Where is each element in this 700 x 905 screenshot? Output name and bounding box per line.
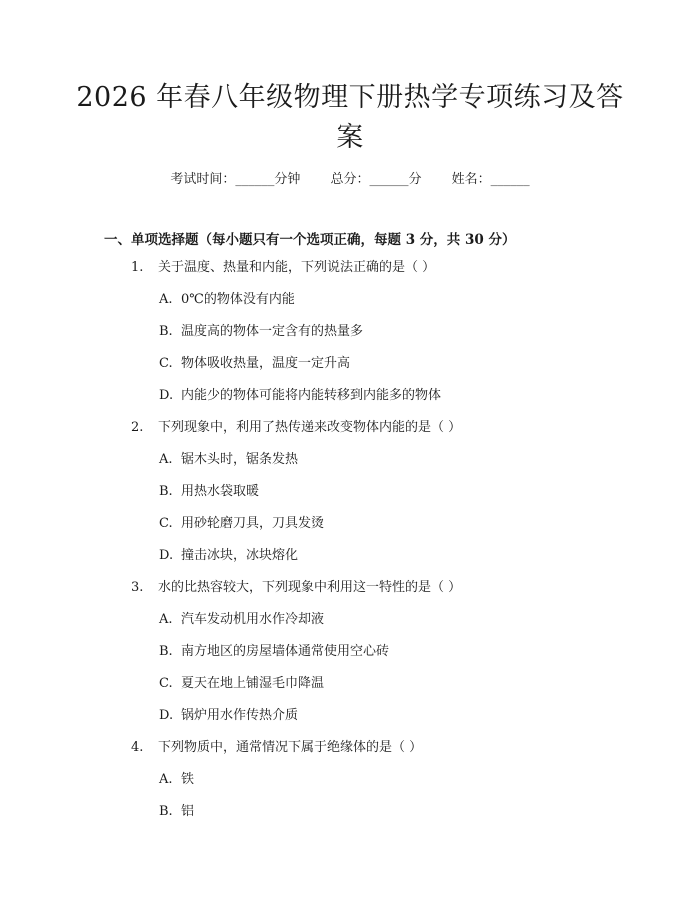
exam-meta — [0, 168, 700, 187]
question-text: 水的比热容较大，下列现象中利用这一特性的是（ ） — [158, 580, 462, 595]
option-letter: B. — [159, 804, 173, 819]
total-score-field: 总分：______分 — [330, 172, 422, 187]
option-letter: D. — [159, 388, 174, 403]
question-3-option-c — [159, 674, 324, 694]
question-number: 2. — [131, 420, 144, 435]
question-1 — [131, 258, 435, 278]
question-1-option-a — [159, 290, 295, 310]
question-number: 4. — [131, 740, 144, 755]
option-letter: D. — [159, 708, 174, 723]
exam-time-field: 考试时间：______分钟 — [170, 172, 301, 187]
option-letter: B. — [159, 644, 173, 659]
document-title — [60, 78, 640, 158]
question-text: 下列现象中，利用了热传递来改变物体内能的是（ ） — [158, 420, 462, 435]
question-2-option-d — [159, 546, 298, 566]
option-text: 铝 — [181, 804, 195, 819]
title-line-2: 案 — [336, 122, 364, 153]
option-letter: A. — [159, 772, 173, 787]
question-3 — [131, 578, 461, 598]
option-text: 铁 — [181, 772, 195, 787]
question-2-option-b — [159, 482, 259, 502]
question-1-option-c — [159, 354, 350, 374]
option-letter: C. — [159, 356, 173, 371]
option-letter: C. — [159, 516, 173, 531]
option-letter: C. — [159, 676, 173, 691]
option-text: 0℃的物体没有内能 — [181, 292, 295, 307]
option-text: 温度高的物体一定含有的热量多 — [181, 324, 364, 339]
option-text: 夏天在地上铺湿毛巾降温 — [181, 676, 325, 691]
option-text: 南方地区的房屋墙体通常使用空心砖 — [181, 644, 390, 659]
question-text: 下列物质中，通常情况下属于绝缘体的是（ ） — [158, 740, 423, 755]
question-text: 关于温度、热量和内能，下列说法正确的是（ ） — [158, 260, 436, 275]
question-3-option-d — [159, 706, 298, 726]
question-number: 1. — [131, 260, 144, 275]
option-text: 汽车发动机用水作冷却液 — [181, 612, 325, 627]
option-text: 锯木头时，锯条发热 — [181, 452, 299, 467]
question-3-option-a — [159, 610, 324, 630]
option-text: 内能少的物体可能将内能转移到内能多的物体 — [181, 388, 442, 403]
option-letter: A. — [159, 612, 173, 627]
option-letter: D. — [159, 548, 174, 563]
question-1-option-d — [159, 386, 441, 406]
question-4 — [131, 738, 422, 758]
question-1-option-b — [159, 322, 363, 342]
question-number: 3. — [131, 580, 144, 595]
question-2-option-a — [159, 450, 298, 470]
option-text: 锅炉用水作传热介质 — [181, 708, 299, 723]
option-letter: B. — [159, 484, 173, 499]
option-letter: A. — [159, 452, 173, 467]
option-text: 物体吸收热量，温度一定升高 — [181, 356, 351, 371]
title-line-1: 2026 年春八年级物理下册热学专项练习及答 — [76, 82, 624, 113]
question-2-option-c — [159, 514, 324, 534]
question-4-option-a — [159, 770, 194, 790]
option-letter: A. — [159, 292, 173, 307]
option-text: 撞击冰块，冰块熔化 — [181, 548, 299, 563]
name-field: 姓名：______ — [451, 172, 530, 187]
option-text: 用热水袋取暖 — [181, 484, 260, 499]
section-title: 一、单项选择题（每小题只有一个选项正确，每题 3 分，共 30 分） — [104, 232, 516, 248]
question-2 — [131, 418, 461, 438]
option-text: 用砂轮磨刀具，刀具发烫 — [181, 516, 325, 531]
question-4-option-b — [159, 802, 194, 822]
question-3-option-b — [159, 642, 389, 662]
option-letter: B. — [159, 324, 173, 339]
